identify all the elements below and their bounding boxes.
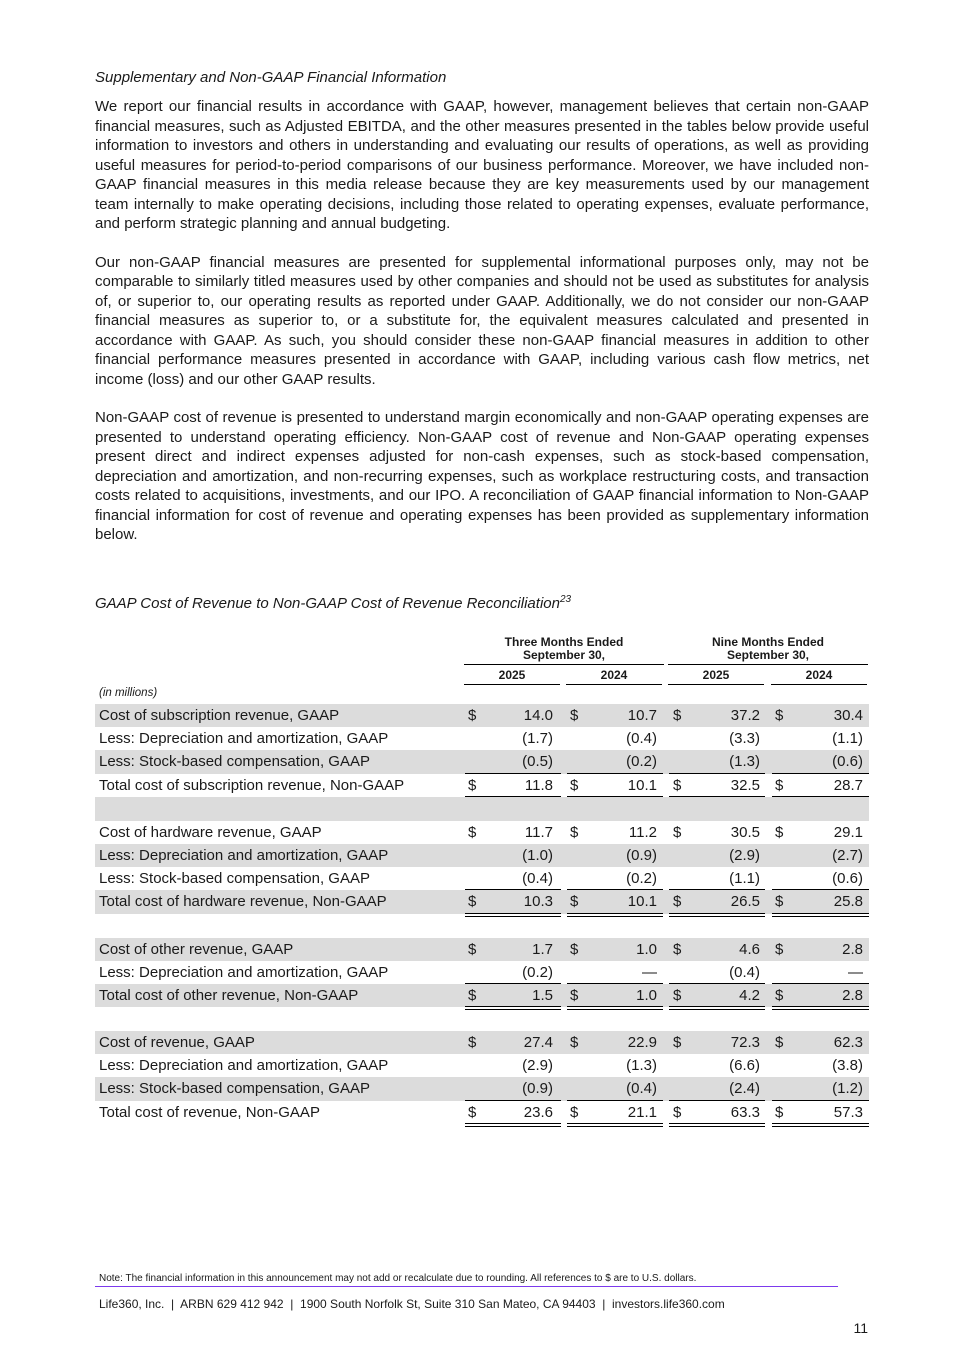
cell-value: (0.9) bbox=[626, 846, 657, 864]
row-label: Less: Stock-based compensation, GAAP bbox=[99, 753, 370, 771]
row-label: Total cost of revenue, Non-GAAP bbox=[99, 1103, 320, 1121]
row-label: Less: Depreciation and amortization, GAAP bbox=[99, 730, 389, 748]
cell-value: 1.7 bbox=[532, 940, 553, 958]
units-label: (in millions) bbox=[99, 687, 158, 699]
cell-value: 30.5 bbox=[730, 823, 760, 841]
cell-value: 72.3 bbox=[730, 1034, 760, 1052]
row-label: Less: Depreciation and amortization, GAAP bbox=[99, 846, 389, 864]
double-underline bbox=[465, 1123, 561, 1127]
year-header-three-2024: 2024 bbox=[566, 668, 662, 685]
table-spacer-row bbox=[95, 914, 869, 938]
currency-symbol: $ bbox=[570, 1034, 579, 1052]
cell-value: (0.4) bbox=[522, 870, 553, 888]
row-label: Total cost of other revenue, Non-GAAP bbox=[99, 986, 359, 1004]
row-label: Less: Depreciation and amortization, GAAP bbox=[99, 963, 389, 981]
currency-symbol: $ bbox=[775, 1034, 784, 1052]
table-row bbox=[95, 984, 869, 1007]
cell-value: 11.7 bbox=[524, 823, 553, 841]
table-row bbox=[95, 821, 869, 844]
footnote: Note: The financial information in this announcement may not add or recalculate due to rounding. All references to $ are to U.S. dollars. bbox=[99, 1273, 697, 1284]
cell-value: 1.0 bbox=[636, 986, 657, 1004]
currency-symbol: $ bbox=[775, 823, 784, 841]
currency-symbol: $ bbox=[468, 776, 477, 794]
cell-value: (1.1) bbox=[729, 870, 760, 888]
currency-symbol: $ bbox=[775, 940, 784, 958]
cell-value: (2.9) bbox=[729, 846, 760, 864]
table-spacer-row bbox=[95, 1007, 869, 1031]
reconciliation-table bbox=[95, 704, 869, 1124]
cell-value: (1.0) bbox=[522, 846, 553, 864]
currency-symbol: $ bbox=[673, 893, 682, 911]
group-header-three-months-text: Three Months Ended September 30, bbox=[504, 635, 624, 662]
row-label: Cost of revenue, GAAP bbox=[99, 1034, 255, 1052]
table-spacer-row bbox=[95, 797, 869, 821]
table-row bbox=[95, 727, 869, 750]
year-header-nine-2024: 2024 bbox=[771, 668, 867, 685]
cell-value: (1.2) bbox=[832, 1080, 863, 1098]
page-number: 11 bbox=[853, 1320, 868, 1336]
cell-value: 1.0 bbox=[636, 940, 657, 958]
currency-symbol: $ bbox=[570, 707, 579, 724]
currency-symbol: $ bbox=[468, 986, 477, 1004]
cell-value: 27.4 bbox=[523, 1034, 553, 1052]
cell-value: (2.7) bbox=[832, 846, 863, 864]
cell-value: 22.9 bbox=[627, 1034, 657, 1052]
cell-value: 11.8 bbox=[524, 776, 553, 794]
table-row bbox=[95, 1101, 869, 1124]
cell-value: 37.2 bbox=[730, 707, 760, 724]
table-heading-footnote: 23 bbox=[559, 594, 572, 605]
cell-value: (0.4) bbox=[626, 1080, 657, 1098]
table-row bbox=[95, 750, 869, 773]
group-header-nine-months-text: Nine Months Ended September 30, bbox=[712, 635, 824, 662]
currency-symbol: $ bbox=[570, 1103, 579, 1121]
currency-symbol: $ bbox=[775, 776, 784, 794]
row-label: Total cost of hardware revenue, Non-GAAP bbox=[99, 893, 387, 911]
cell-value: 10.7 bbox=[627, 707, 657, 724]
row-label: Cost of other revenue, GAAP bbox=[99, 940, 294, 958]
paragraph-gaap-reporting: We report our financial results in accordance with GAAP, however, management believes that certain non-GAAP financial measures, such as Adjusted EBITDA, and the other measures presented in the tables below provide useful information to investors and others in understanding and evaluating our results of operations, as well as providing useful measures for period-to-period comparisons of our business performance. Moreover, we have included non-GAAP financial measures in this media release because they are key measurements used by our management team internally to make operating decisions, including those related to operating expenses, evaluate performance, and perform strategic planning and annual budgeting. bbox=[95, 98, 869, 232]
cell-value: (6.6) bbox=[729, 1057, 760, 1075]
table-row bbox=[95, 774, 869, 797]
cell-value: 11.2 bbox=[628, 823, 657, 841]
currency-symbol: $ bbox=[673, 707, 682, 724]
cell-value: 1.5 bbox=[532, 986, 553, 1004]
cell-value: 2.8 bbox=[842, 986, 863, 1004]
table-row bbox=[95, 704, 869, 727]
cell-value: 4.6 bbox=[739, 940, 760, 958]
cell-value: (0.4) bbox=[626, 730, 657, 748]
currency-symbol: $ bbox=[468, 940, 477, 958]
currency-symbol: $ bbox=[570, 823, 579, 841]
cell-value: (2.9) bbox=[522, 1057, 553, 1075]
cell-value: (0.6) bbox=[832, 753, 863, 771]
row-label: Less: Stock-based compensation, GAAP bbox=[99, 870, 370, 888]
footer-address: Life360, Inc. | ARBN 629 412 942 | 1900 South Norfolk St, Suite 310 San Mateo, CA 94403 | investors.life360.com bbox=[99, 1297, 725, 1311]
cell-value: 10.1 bbox=[627, 893, 657, 911]
table-row bbox=[95, 867, 869, 890]
double-underline bbox=[669, 1123, 765, 1127]
cell-value: 2.8 bbox=[842, 940, 863, 958]
table-row bbox=[95, 890, 869, 913]
table-row bbox=[95, 938, 869, 961]
currency-symbol: $ bbox=[468, 893, 477, 911]
cell-value: 25.8 bbox=[833, 893, 863, 911]
table-row bbox=[95, 961, 869, 984]
footer-rule bbox=[95, 1286, 838, 1287]
cell-value: 4.2 bbox=[739, 986, 760, 1004]
cell-value: 26.5 bbox=[730, 893, 760, 911]
cell-value: 28.7 bbox=[833, 776, 863, 794]
row-label: Cost of hardware revenue, GAAP bbox=[99, 823, 322, 841]
cell-value: 63.3 bbox=[730, 1103, 760, 1121]
cell-value: (0.2) bbox=[522, 963, 553, 981]
cell-value: — bbox=[642, 963, 657, 981]
paragraph-supplemental-purpose: Our non-GAAP financial measures are presented for supplemental informational purposes only, may not be comparable to similarly titled measures used by other companies and should not be used as substitutes for analysis of, or superior to, our operating results as reported under GAAP. Additionally, we do not consider our non-GAAP financial measures as superior to, or a substitute for, the equivalent measures calculated and presented in accordance with GAAP. As such, you should consider these non-GAAP financial measures in addition to other financial performance measures presented in accordance with GAAP, including various cash flow metrics, net income (loss) and our other GAAP results. bbox=[95, 253, 869, 388]
currency-symbol: $ bbox=[673, 776, 682, 794]
currency-symbol: $ bbox=[570, 940, 579, 958]
cell-value: (1.3) bbox=[729, 753, 760, 771]
paragraph-non-gaap-cost: Non-GAAP cost of revenue is presented to understand margin economically and non-GAAP operating expenses are presented to understand operating efficiency. Non-GAAP cost of revenue and Non-GAAP operating expenses present direct and indirect expenses adjusted for non-cash expenses, such as stock-based compensation, depreciation and amortization, and non-recurring expenses, such as workplace restructuring costs, and transaction costs related to acquisitions, investments, and our IPO. A reconciliation of GAAP financial information to Non-GAAP financial information for cost of revenue and operating expenses has been provided as supplementary information below. bbox=[95, 409, 869, 543]
table-row bbox=[95, 1031, 869, 1054]
cell-value: (0.4) bbox=[729, 963, 760, 981]
cell-value: (3.3) bbox=[729, 730, 760, 748]
cell-value: (0.5) bbox=[522, 753, 553, 771]
currency-symbol: $ bbox=[775, 893, 784, 911]
table-row bbox=[95, 1054, 869, 1077]
table-heading-text: GAAP Cost of Revenue to Non-GAAP Cost of Revenue Reconciliation bbox=[95, 595, 560, 612]
table-row bbox=[95, 1077, 869, 1100]
currency-symbol: $ bbox=[570, 776, 579, 794]
cell-value: 57.3 bbox=[833, 1103, 863, 1121]
cell-value: 14.0 bbox=[523, 707, 553, 724]
cell-value: 10.1 bbox=[627, 776, 657, 794]
double-underline bbox=[567, 1123, 663, 1127]
currency-symbol: $ bbox=[468, 823, 477, 841]
cell-value: 32.5 bbox=[730, 776, 760, 794]
currency-symbol: $ bbox=[673, 1034, 682, 1052]
currency-symbol: $ bbox=[468, 707, 477, 724]
cell-value: (3.8) bbox=[832, 1057, 863, 1075]
currency-symbol: $ bbox=[673, 986, 682, 1004]
currency-symbol: $ bbox=[673, 1103, 682, 1121]
row-label: Cost of subscription revenue, GAAP bbox=[99, 707, 340, 724]
cell-value: (2.4) bbox=[729, 1080, 760, 1098]
cell-value: (0.6) bbox=[832, 870, 863, 888]
row-label: Less: Stock-based compensation, GAAP bbox=[99, 1080, 370, 1098]
currency-symbol: $ bbox=[673, 823, 682, 841]
year-header-nine-2025: 2025 bbox=[668, 668, 764, 685]
year-header-three-2025: 2025 bbox=[464, 668, 560, 685]
cell-value: (0.2) bbox=[626, 753, 657, 771]
currency-symbol: $ bbox=[775, 707, 784, 724]
currency-symbol: $ bbox=[468, 1034, 477, 1052]
currency-symbol: $ bbox=[570, 986, 579, 1004]
double-underline bbox=[772, 1123, 869, 1127]
cell-value: 29.1 bbox=[833, 823, 863, 841]
currency-symbol: $ bbox=[775, 1103, 784, 1121]
row-label: Less: Depreciation and amortization, GAAP bbox=[99, 1057, 389, 1075]
cell-value: (1.3) bbox=[626, 1057, 657, 1075]
intro-paragraphs bbox=[95, 97, 869, 564]
cell-value: (0.2) bbox=[626, 870, 657, 888]
cell-value: (1.1) bbox=[832, 730, 863, 748]
table-heading bbox=[95, 594, 571, 612]
cell-value: 62.3 bbox=[833, 1034, 863, 1052]
group-header-three-months bbox=[464, 636, 664, 665]
row-label: Total cost of subscription revenue, Non-GAAP bbox=[99, 776, 405, 794]
cell-value: 30.4 bbox=[833, 707, 863, 724]
cell-value: (0.9) bbox=[522, 1080, 553, 1098]
cell-value: 23.6 bbox=[523, 1103, 553, 1121]
cell-value: (1.7) bbox=[522, 730, 553, 748]
currency-symbol: $ bbox=[673, 940, 682, 958]
cell-value: 10.3 bbox=[523, 893, 553, 911]
currency-symbol: $ bbox=[570, 893, 579, 911]
currency-symbol: $ bbox=[468, 1103, 477, 1121]
table-row bbox=[95, 844, 869, 867]
group-header-nine-months bbox=[668, 636, 868, 665]
cell-value: 21.1 bbox=[627, 1103, 657, 1121]
section-heading: Supplementary and Non-GAAP Financial Information bbox=[95, 69, 447, 86]
currency-symbol: $ bbox=[775, 986, 784, 1004]
cell-value: — bbox=[848, 963, 863, 981]
